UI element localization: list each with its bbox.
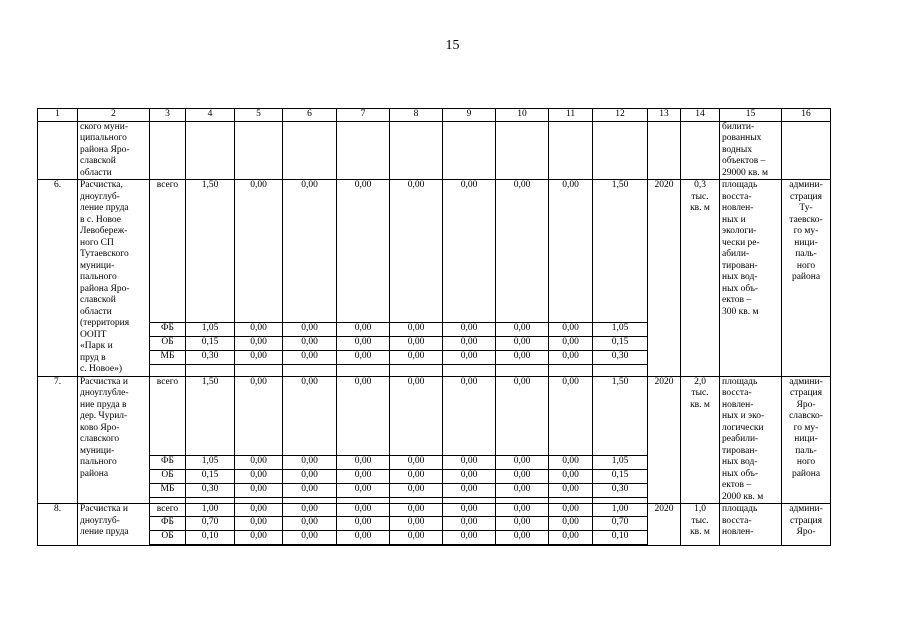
amount-cell: 0,00 bbox=[549, 504, 593, 517]
amount-cell: 0,00 bbox=[337, 504, 390, 517]
column-number-2: 2 bbox=[78, 109, 150, 122]
column-number-13: 13 bbox=[648, 109, 681, 122]
amount-cell: 1,05 bbox=[593, 455, 648, 469]
empty-cell bbox=[283, 121, 337, 180]
amount-cell: 0,00 bbox=[390, 483, 443, 497]
amount-cell: 0,15 bbox=[593, 469, 648, 483]
amount-cell: 0,00 bbox=[337, 483, 390, 497]
amount-cell: 0,00 bbox=[337, 455, 390, 469]
amount-cell: 0,00 bbox=[496, 455, 549, 469]
amount-cell: 0,70 bbox=[593, 516, 648, 530]
empty-cell bbox=[283, 365, 337, 376]
empty-cell bbox=[549, 121, 593, 180]
amount-cell: 0,00 bbox=[337, 376, 390, 455]
amount-cell: 1,00 bbox=[593, 504, 648, 517]
amount-cell: 0,30 bbox=[186, 351, 235, 365]
amount-cell: 0,10 bbox=[593, 530, 648, 544]
executor-text: админи- страция Яро- bbox=[782, 504, 831, 546]
amount-cell: 1,05 bbox=[593, 323, 648, 337]
result-value: 2,0 тыс. кв. м bbox=[681, 376, 720, 504]
amount-cell: 0,00 bbox=[496, 376, 549, 455]
amount-cell: 0,00 bbox=[549, 351, 593, 365]
indicator-text: площадь восста- новлен- bbox=[720, 504, 782, 546]
amount-cell: 0,00 bbox=[496, 337, 549, 351]
amount-cell: 0,00 bbox=[549, 516, 593, 530]
amount-cell: 0,00 bbox=[337, 337, 390, 351]
year-cell: 2020 bbox=[648, 376, 681, 504]
empty-cell bbox=[593, 544, 648, 545]
indicator-text: площадь восста- новлен- ных и экологи- чески ре- абили- тирован- ных вод- ных объ- ектов – 300 кв. м bbox=[720, 180, 782, 377]
empty-cell bbox=[496, 544, 549, 545]
amount-cell: 0,00 bbox=[443, 504, 496, 517]
empty-cell bbox=[235, 121, 283, 180]
amount-cell: 0,00 bbox=[390, 516, 443, 530]
table-row bbox=[38, 180, 831, 323]
empty-cell bbox=[337, 365, 390, 376]
amount-cell: 0,00 bbox=[496, 469, 549, 483]
empty-cell bbox=[443, 365, 496, 376]
amount-cell: 0,00 bbox=[390, 530, 443, 544]
source-label: ФБ bbox=[150, 455, 186, 469]
year-cell: 2020 bbox=[648, 180, 681, 377]
amount-cell: 0,00 bbox=[235, 376, 283, 455]
source-label: всего bbox=[150, 180, 186, 323]
column-number-16: 16 bbox=[782, 109, 831, 122]
amount-cell: 0,00 bbox=[283, 483, 337, 497]
amount-cell: 0,00 bbox=[443, 376, 496, 455]
amount-cell: 0,15 bbox=[593, 337, 648, 351]
amount-cell: 0,00 bbox=[443, 455, 496, 469]
amount-cell: 0,15 bbox=[186, 469, 235, 483]
measure-name: ского муни- ципального района Яро- славской области bbox=[78, 121, 150, 180]
table-row bbox=[38, 121, 831, 180]
executor-text: админи- страция Ту- таевско- го му- ници- паль- ного района bbox=[782, 180, 831, 377]
source-label: ФБ bbox=[150, 516, 186, 530]
amount-cell: 0,00 bbox=[283, 180, 337, 323]
amount-cell: 1,50 bbox=[593, 376, 648, 455]
amount-cell: 0,00 bbox=[390, 504, 443, 517]
amount-cell: 0,00 bbox=[549, 530, 593, 544]
measure-name: Расчистка и дноуглуб- ление пруда bbox=[78, 504, 150, 546]
result-value: 1,0 тыс. кв. м bbox=[681, 504, 720, 546]
amount-cell: 0,00 bbox=[235, 323, 283, 337]
amount-cell: 0,00 bbox=[549, 455, 593, 469]
amount-cell: 0,00 bbox=[549, 483, 593, 497]
empty-cell bbox=[549, 365, 593, 376]
amount-cell: 0,00 bbox=[390, 455, 443, 469]
indicator-text: площадь восста- новлен- ных и эко- логически реабили- тирован- ных вод- ных объ- ектов – 2000 кв. м bbox=[720, 376, 782, 504]
amount-cell: 0,00 bbox=[443, 323, 496, 337]
amount-cell: 0,00 bbox=[390, 351, 443, 365]
column-number-7: 7 bbox=[337, 109, 390, 122]
empty-cell bbox=[186, 121, 235, 180]
amount-cell: 0,00 bbox=[235, 180, 283, 323]
column-number-4: 4 bbox=[186, 109, 235, 122]
amount-cell: 0,00 bbox=[496, 504, 549, 517]
amount-cell: 0,00 bbox=[283, 351, 337, 365]
amount-cell: 0,00 bbox=[235, 504, 283, 517]
amount-cell: 1,05 bbox=[186, 323, 235, 337]
amount-cell: 0,00 bbox=[443, 516, 496, 530]
amount-cell: 0,00 bbox=[496, 483, 549, 497]
amount-cell: 0,30 bbox=[593, 351, 648, 365]
indicator-text: билити- рованных водных объектов – 29000 кв. м bbox=[720, 121, 782, 180]
amount-cell: 0,00 bbox=[390, 376, 443, 455]
column-number-10: 10 bbox=[496, 109, 549, 122]
amount-cell: 0,00 bbox=[283, 337, 337, 351]
empty-cell bbox=[235, 544, 283, 545]
table-row bbox=[38, 376, 831, 455]
amount-cell: 0,00 bbox=[390, 323, 443, 337]
column-number-5: 5 bbox=[235, 109, 283, 122]
amount-cell: 0,15 bbox=[186, 337, 235, 351]
column-number-14: 14 bbox=[681, 109, 720, 122]
column-number-1: 1 bbox=[38, 109, 78, 122]
amount-cell: 0,00 bbox=[337, 323, 390, 337]
empty-cell bbox=[593, 121, 648, 180]
amount-cell: 0,00 bbox=[549, 376, 593, 455]
amount-cell: 0,70 bbox=[186, 516, 235, 530]
amount-cell: 0,00 bbox=[235, 483, 283, 497]
empty-cell bbox=[337, 544, 390, 545]
source-label: ОБ bbox=[150, 530, 186, 544]
amount-cell: 0,00 bbox=[443, 180, 496, 323]
amount-cell: 0,00 bbox=[235, 516, 283, 530]
amount-cell: 0,00 bbox=[549, 180, 593, 323]
column-number-9: 9 bbox=[443, 109, 496, 122]
empty-cell bbox=[186, 544, 235, 545]
amount-cell: 0,00 bbox=[496, 180, 549, 323]
amount-cell: 0,00 bbox=[390, 337, 443, 351]
amount-cell: 0,00 bbox=[235, 337, 283, 351]
amount-cell: 0,00 bbox=[496, 323, 549, 337]
column-number-15: 15 bbox=[720, 109, 782, 122]
column-number-3: 3 bbox=[150, 109, 186, 122]
empty-cell bbox=[150, 365, 186, 376]
amount-cell: 0,30 bbox=[186, 483, 235, 497]
result-value: 0,3 тыс. кв. м bbox=[681, 180, 720, 377]
empty-cell bbox=[443, 544, 496, 545]
empty-cell bbox=[186, 365, 235, 376]
amount-cell: 0,00 bbox=[283, 516, 337, 530]
column-number-12: 12 bbox=[593, 109, 648, 122]
amount-cell: 0,00 bbox=[549, 469, 593, 483]
amount-cell: 0,00 bbox=[390, 180, 443, 323]
year-cell bbox=[648, 121, 681, 180]
measure-name: Расчистка и дноуглубле- ние пруда в дер. Чурил- ково Яро- славского муници- пального района bbox=[78, 376, 150, 504]
amount-cell: 0,00 bbox=[443, 469, 496, 483]
empty-cell bbox=[496, 365, 549, 376]
amount-cell: 0,00 bbox=[337, 516, 390, 530]
amount-cell: 0,00 bbox=[235, 469, 283, 483]
amount-cell: 0,00 bbox=[390, 469, 443, 483]
column-number-8: 8 bbox=[390, 109, 443, 122]
program-table bbox=[37, 108, 831, 546]
amount-cell: 0,00 bbox=[283, 530, 337, 544]
measure-name: Расчистка, дноуглуб- ление пруда в с. Новое Левобереж- ного СП Тутаевского муници- пального района Яро- славской области (территория ООПТ «Парк и пруд в с. Новое») bbox=[78, 180, 150, 377]
source-label: МБ bbox=[150, 351, 186, 365]
source-label: ФБ bbox=[150, 323, 186, 337]
amount-cell: 0,00 bbox=[235, 530, 283, 544]
header-row bbox=[38, 109, 831, 122]
amount-cell: 0,00 bbox=[549, 337, 593, 351]
amount-cell: 0,00 bbox=[443, 351, 496, 365]
amount-cell: 0,00 bbox=[443, 337, 496, 351]
amount-cell: 0,00 bbox=[443, 530, 496, 544]
source-label: ОБ bbox=[150, 469, 186, 483]
amount-cell: 0,00 bbox=[443, 483, 496, 497]
empty-cell bbox=[443, 121, 496, 180]
amount-cell: 0,00 bbox=[496, 351, 549, 365]
empty-cell bbox=[390, 121, 443, 180]
empty-cell bbox=[593, 365, 648, 376]
column-number-6: 6 bbox=[283, 109, 337, 122]
source-label: всего bbox=[150, 376, 186, 455]
source-label: МБ bbox=[150, 483, 186, 497]
amount-cell: 0,00 bbox=[496, 530, 549, 544]
row-number: 7. bbox=[38, 376, 78, 504]
year-cell: 2020 bbox=[648, 504, 681, 546]
amount-cell: 1,50 bbox=[186, 180, 235, 323]
row-number: 8. bbox=[38, 504, 78, 546]
source-label: ОБ bbox=[150, 337, 186, 351]
source-label: всего bbox=[150, 504, 186, 517]
amount-cell: 0,00 bbox=[496, 516, 549, 530]
amount-cell: 0,00 bbox=[337, 530, 390, 544]
amount-cell: 0,00 bbox=[337, 351, 390, 365]
empty-cell bbox=[390, 365, 443, 376]
amount-cell: 1,00 bbox=[186, 504, 235, 517]
amount-cell: 0,00 bbox=[283, 469, 337, 483]
page-number: 15 bbox=[445, 38, 460, 53]
amount-cell: 0,30 bbox=[593, 483, 648, 497]
empty-cell bbox=[496, 121, 549, 180]
table-row bbox=[38, 504, 831, 517]
result-value bbox=[681, 121, 720, 180]
amount-cell: 0,00 bbox=[283, 376, 337, 455]
column-number-11: 11 bbox=[549, 109, 593, 122]
empty-cell bbox=[150, 544, 186, 545]
amount-cell: 1,05 bbox=[186, 455, 235, 469]
empty-cell bbox=[283, 544, 337, 545]
row-number: 6. bbox=[38, 180, 78, 377]
empty-cell bbox=[337, 121, 390, 180]
amount-cell: 0,00 bbox=[283, 323, 337, 337]
amount-cell: 0,00 bbox=[337, 180, 390, 323]
amount-cell: 0,00 bbox=[337, 469, 390, 483]
amount-cell: 0,00 bbox=[283, 455, 337, 469]
row-number bbox=[38, 121, 78, 180]
amount-cell: 0,00 bbox=[283, 504, 337, 517]
empty-cell bbox=[150, 121, 186, 180]
amount-cell: 0,00 bbox=[235, 351, 283, 365]
amount-cell: 0,00 bbox=[235, 455, 283, 469]
amount-cell: 0,00 bbox=[549, 323, 593, 337]
amount-cell: 0,10 bbox=[186, 530, 235, 544]
empty-cell bbox=[390, 544, 443, 545]
amount-cell: 1,50 bbox=[593, 180, 648, 323]
amount-cell: 1,50 bbox=[186, 376, 235, 455]
executor-text: админи- страция Яро- славско- го му- ници- паль- ного района bbox=[782, 376, 831, 504]
executor-text bbox=[782, 121, 831, 180]
empty-cell bbox=[235, 365, 283, 376]
empty-cell bbox=[549, 544, 593, 545]
